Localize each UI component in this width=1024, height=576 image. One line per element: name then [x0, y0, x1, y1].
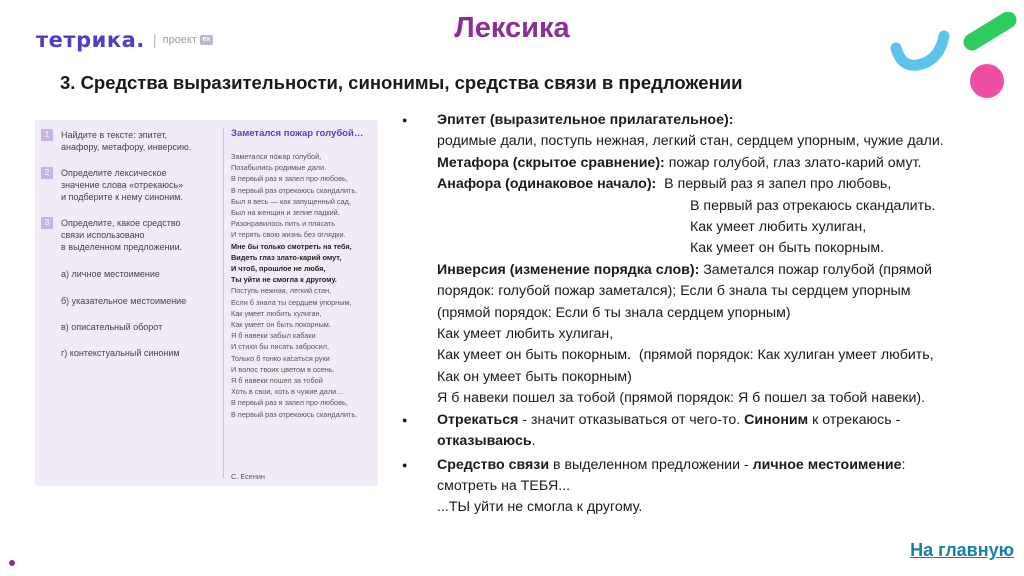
poem-line: В первый раз я запел про любовь,: [231, 174, 348, 184]
poem-lines: [231, 151, 357, 420]
home-link[interactable]: На главную: [910, 540, 1014, 560]
task-line: Найдите в тексте: эпитет,: [61, 130, 168, 140]
poem-line: Позабылись родимые дали.: [231, 163, 327, 173]
list-item-link: [400, 455, 1000, 519]
poem-line: Я б навеки забыл кабаки: [231, 331, 316, 341]
poem-line: Как умеет любить хулиган,: [231, 308, 322, 318]
link-label: Средство связи: [437, 456, 550, 473]
logo-separator: |: [152, 31, 157, 49]
poem-line: Я б навеки пошел за тобой: [231, 376, 323, 386]
poem-author: С. Есенин: [231, 472, 265, 481]
bullet-icon: ●: [402, 115, 408, 125]
section-subtitle: 3. Средства выразительности, синонимы, средства связи в предложении: [60, 72, 743, 93]
synonym-end: .: [531, 433, 536, 450]
poem-line: Был я весь — как запущенный сад,: [231, 196, 351, 206]
blue-arc-shape: [896, 36, 944, 65]
otrekatsya-meaning: - значит отказываться от чего-то.: [518, 411, 745, 428]
task-text: [61, 167, 183, 203]
poem-panel: [223, 120, 378, 486]
anaphora-label: Анафора (одинаковое начало):: [437, 176, 657, 193]
inversion-line: Я б навеки пошел за тобой (прямой порядок: Я б пошел за тобой навеки).: [437, 390, 926, 407]
epithet-text: родимые дали, поступь нежная, легкий стан, сердцем упорным, чужие дали.: [437, 133, 944, 150]
bullet-icon: ●: [402, 459, 408, 470]
poem-line: Разонравилось пить и плясать: [231, 219, 336, 229]
task-number: 2: [41, 167, 53, 179]
task-3: [41, 217, 182, 253]
answers-content: [400, 110, 1000, 519]
poem-line-highlighted: Мне бы только смотреть на тебя,: [231, 241, 352, 251]
inversion-line: порядок: голубой пожар заметался); Если б знала ты сердцем упорным: [437, 283, 911, 300]
inversion-text: Заметался пожар голубой (прямой: [699, 261, 932, 278]
poem-line: Поступь нежная, легкий стан,: [231, 286, 332, 296]
anaphora-line: Как умеет любить хулиган,: [690, 219, 867, 236]
synonym-text: к отрекаюсь -: [808, 411, 901, 428]
inversion-line: Как он умеет быть покорным): [437, 368, 632, 385]
poem-line: Хоть в свои, хоть в чужие дали…: [231, 387, 344, 397]
task-line: связи использовано: [61, 230, 145, 240]
inversion-line: Как умеет любить хулиган,: [437, 326, 614, 343]
poem-title: Заметался пожар голубой…: [231, 128, 364, 139]
poem-line: Как умеет он быть покорным.: [231, 320, 331, 330]
link-example: смотреть на ТЕБЯ...: [437, 477, 571, 494]
task-1: [41, 129, 191, 153]
list-item-devices: [400, 110, 1000, 410]
link-end: :: [901, 456, 906, 473]
synonym-value: отказываюсь: [437, 433, 532, 450]
brand-name: тетрика.: [36, 28, 145, 52]
task-line: Определите лексическое: [61, 168, 167, 178]
poem-line: В первый раз я запел про любовь,: [231, 398, 348, 408]
bullet-icon: ●: [402, 414, 408, 425]
inversion-label: Инверсия (изменение порядка слов):: [437, 261, 700, 278]
link-example: ...ТЫ уйти не смогла к другому.: [437, 499, 643, 516]
decorative-shapes: [888, 12, 1018, 102]
list-item-synonym: [400, 410, 1000, 453]
inversion-line: (прямой порядок: Если б ты знала сердцем упорным): [437, 304, 791, 321]
page-title: Лексика: [454, 12, 570, 44]
task-line: анафору, метафору, инверсию.: [61, 142, 192, 152]
task-line: в выделенном предложении.: [61, 242, 183, 252]
synonym-label: Синоним: [744, 411, 809, 428]
green-capsule-shape: [972, 20, 1008, 42]
project-label: проект: [162, 34, 197, 46]
anaphora-line: Как умеет он быть покорным.: [690, 240, 885, 257]
poem-line: И терять свою жизнь без оглядки.: [231, 230, 346, 240]
task-line: Определите, какое средство: [61, 218, 181, 228]
task-text: [61, 217, 182, 253]
task-2: [41, 167, 183, 203]
task-number: 1: [41, 129, 53, 141]
metaphor-label: Метафора (скрытое сравнение):: [437, 154, 665, 171]
pink-circle-shape: [970, 64, 1004, 98]
poem-line: И волос твоих цветом в осень.: [231, 364, 335, 374]
poem-line: Только б тонко касаться руки: [231, 353, 330, 363]
task-line: и подберите к нему синоним.: [61, 192, 183, 202]
answer-option-c: в) описательный оборот: [61, 322, 163, 332]
epithet-label: Эпитет (выразительное прилагательное):: [437, 112, 734, 128]
metaphor-text: пожар голубой, глаз злато-карий омут.: [664, 154, 922, 171]
task-line: значение слова «отрекаюсь»: [61, 180, 184, 190]
poem-line-highlighted: Видеть глаз злато-карий омут,: [231, 252, 342, 262]
poem-line: Если б знала ты сердцем упорным,: [231, 297, 352, 307]
answer-option-d: г) контекстуальный синоним: [61, 348, 180, 358]
poem-line: В первый раз отрекаюсь скандалить.: [231, 409, 358, 419]
poem-line: Заметался пожар голубой,: [231, 152, 322, 161]
task-number: 3: [41, 217, 53, 229]
anaphora-line: В первый раз отрекаюсь скандалить.: [690, 197, 936, 214]
link-value: личное местоимение: [752, 456, 902, 473]
task-list: [35, 120, 215, 486]
poem-line-highlighted: Ты уйти не смогла к другому.: [231, 275, 337, 285]
decorative-dot: [9, 560, 15, 566]
otrekatsya-word: Отрекаться: [437, 411, 519, 428]
poem-line: Был на женщин и зелие падкий.: [231, 208, 340, 218]
inversion-line: Как умеет он быть покорным. (прямой порядок: Как хулиган умеет любить,: [437, 347, 934, 364]
poem-line-highlighted: И чтоб, прошлое не любя,: [231, 264, 326, 274]
poem-line: И стихи бы писать забросил,: [231, 342, 329, 352]
poem-line: В первый раз отрекаюсь скандалить.: [231, 185, 358, 195]
answer-option-b: б) указательное местоимение: [61, 296, 187, 306]
anaphora-text: В первый раз я запел про любовь,: [656, 176, 892, 193]
project-badge-icon: ex: [200, 35, 213, 45]
task-card-image: [35, 120, 378, 486]
answer-option-a: а) личное местоимение: [61, 269, 160, 279]
link-text: в выделенном предложении -: [549, 456, 753, 473]
task-text: [61, 129, 191, 153]
